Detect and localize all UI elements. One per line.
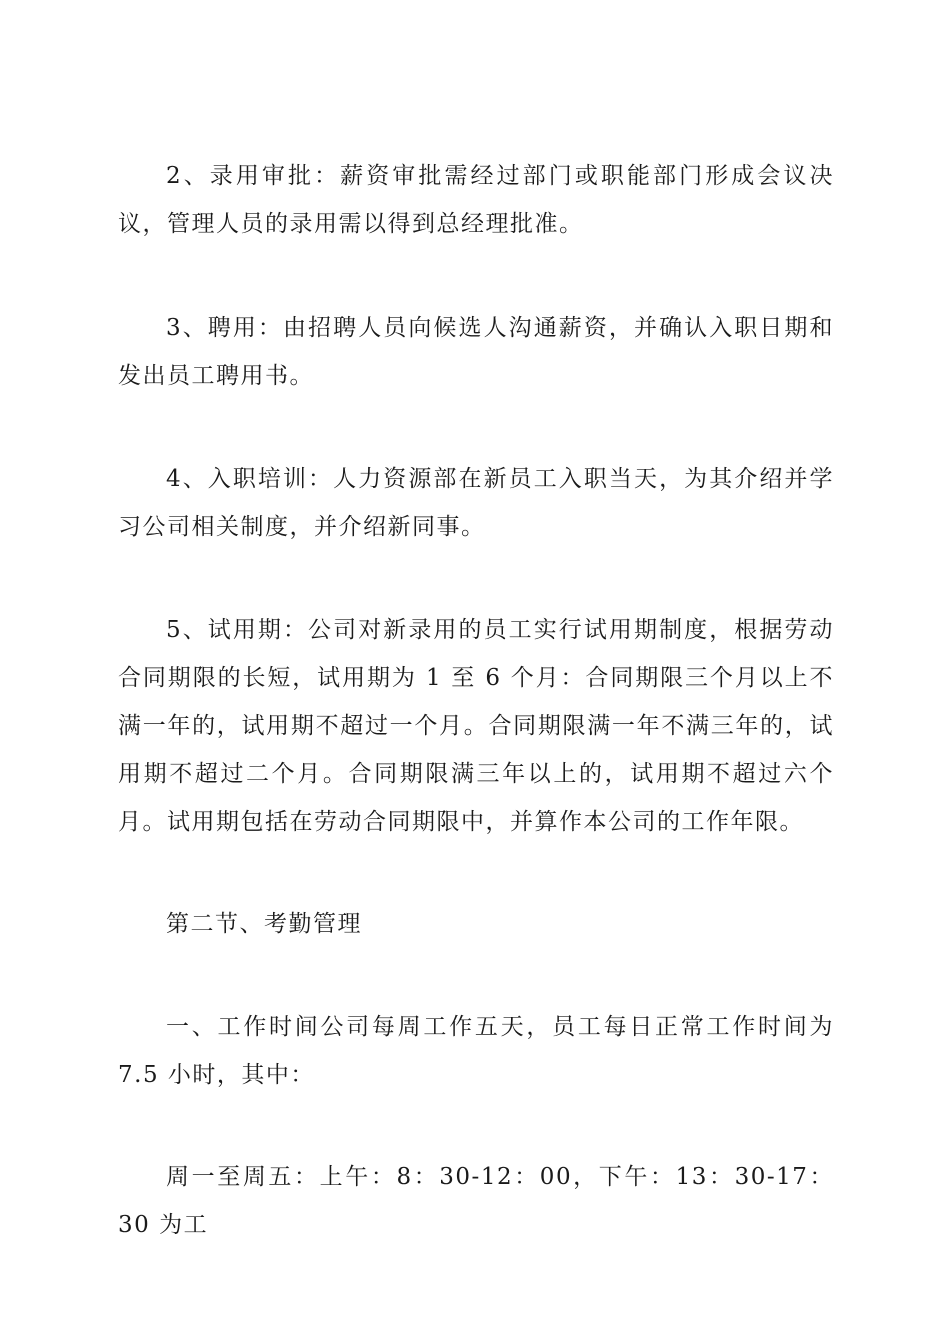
- paragraph-working-hours: 一、工作时间公司每周工作五天，员工每日正常工作时间为 7.5 小时，其中：: [118, 1014, 834, 1088]
- paragraph-hiring-approval: 2、录用审批：薪资审批需经过部门或职能部门形成会议决议，管理人员的录用需以得到总经理批准。: [118, 163, 834, 237]
- paragraph-employment: 3、聘用：由招聘人员向候选人沟通薪资，并确认入职日期和发出员工聘用书。: [118, 315, 834, 389]
- paragraph-probation-period: 5、试用期：公司对新录用的员工实行试用期制度，根据劳动合同期限的长短，试用期为 1 至 6 个月：合同期限三个月以上不满一年的，试用期不超过一个月。合同期限满一年不满三年的，试用期不超过二个月。合同期限满三年以上的，试用期不超过六个月。试用期包括在劳动合同期限中，并算作本公司的工作年限。: [118, 617, 834, 835]
- paragraph-onboarding-training: 4、入职培训：人力资源部在新员工入职当天，为其介绍并学习公司相关制度，并介绍新同事。: [118, 466, 834, 540]
- paragraph-weekday-schedule: 周一至周五：上午：8：30-12：00，下午：13：30-17：30 为工: [118, 1164, 834, 1238]
- section-heading-attendance: 第二节、考勤管理: [166, 911, 362, 937]
